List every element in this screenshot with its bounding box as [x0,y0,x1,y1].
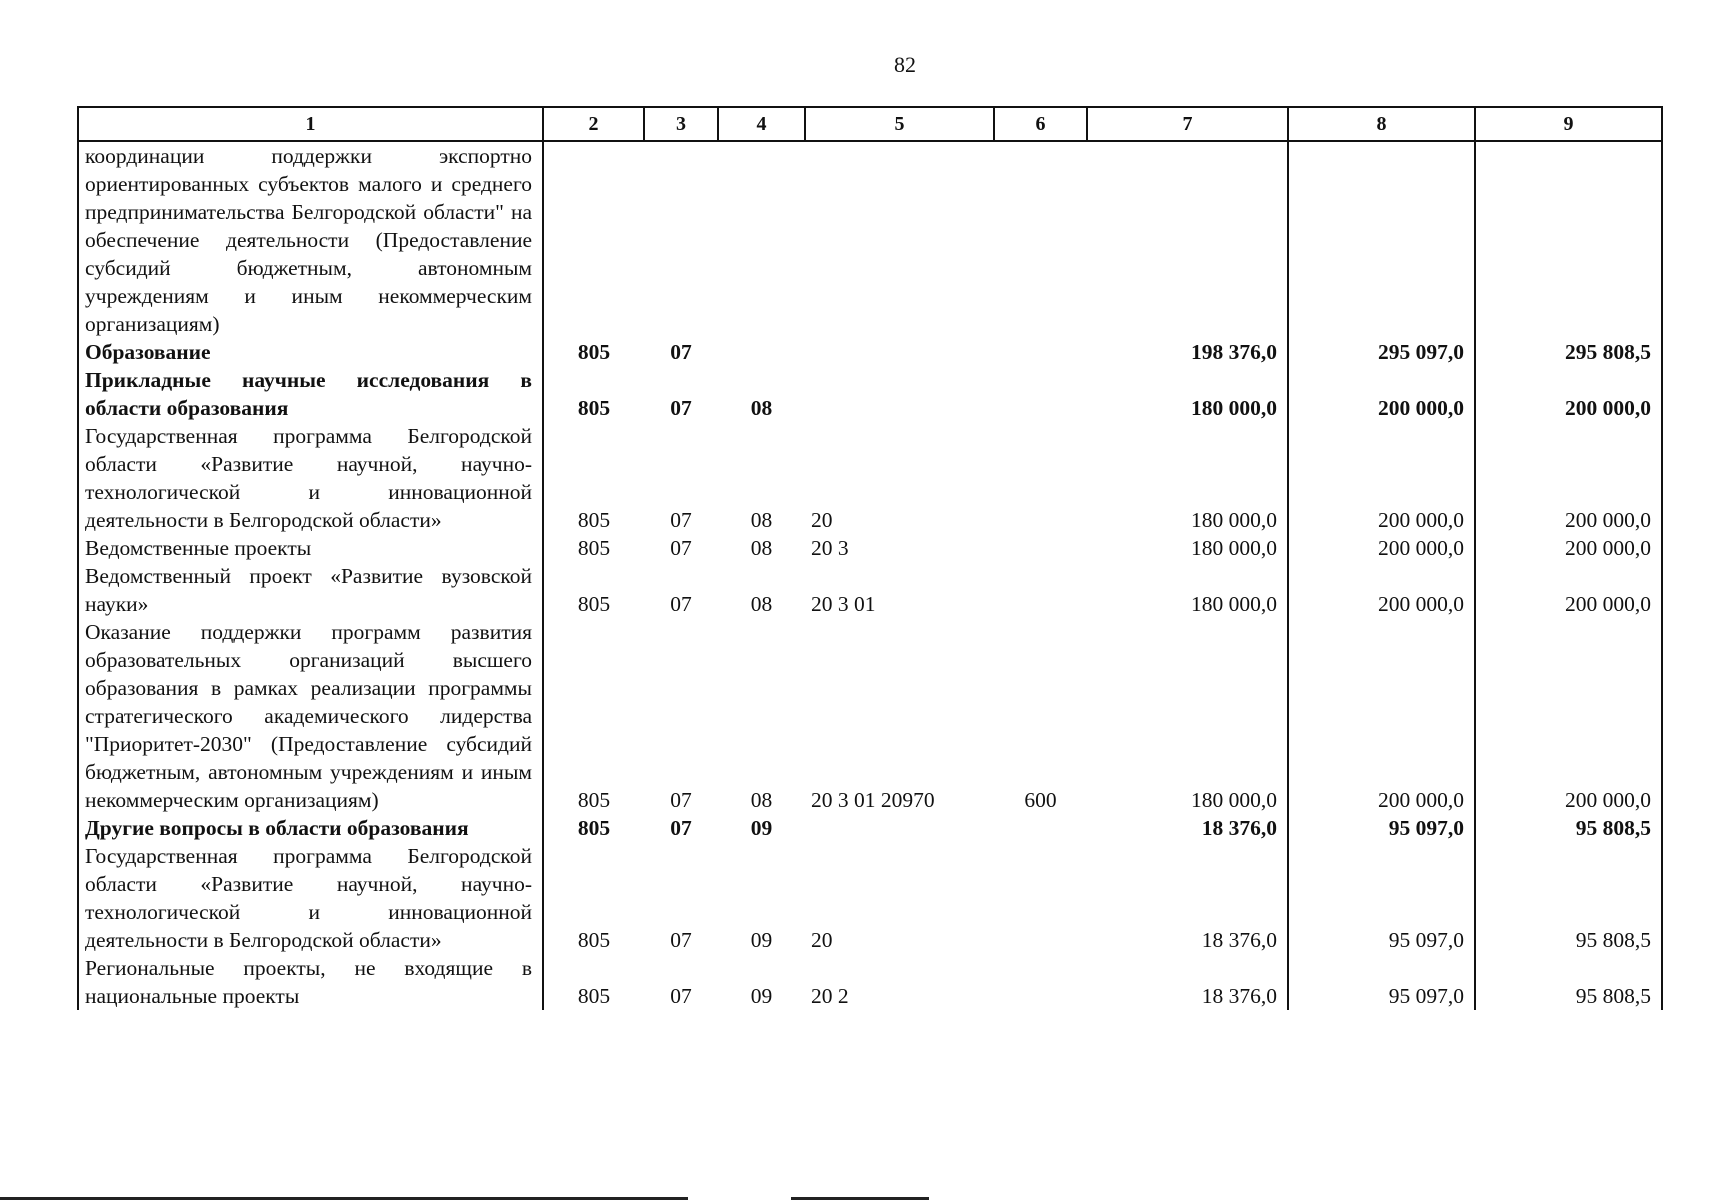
subsection-code: 08 [750,396,773,420]
table-row [78,141,1662,338]
section-code: 07 [670,508,692,532]
target-article-code: 20 2 [811,984,849,1008]
target-article-code: 20 [811,508,833,532]
table-row [78,618,1662,814]
amount-col-8 [1288,141,1475,338]
section-code: 07 [670,536,692,560]
amount-col-9: 295 808,5 [1475,338,1662,366]
column-header: 6 [994,107,1087,141]
budget-table [77,106,1663,1010]
column-header: 9 [1475,107,1662,141]
admin-code: 805 [577,396,611,420]
column-header: 2 [543,107,644,141]
column-header: 4 [718,107,805,141]
amount-col-7 [1087,141,1288,338]
amount-col-8: 200 000,0 [1288,618,1475,814]
admin-code: 805 [577,508,611,532]
column-header: 1 [78,107,543,141]
amount-col-8: 95 097,0 [1288,814,1475,842]
page-number: 82 [894,52,916,77]
admin-code: 805 [577,816,611,840]
admin-code: 805 [577,984,611,1008]
amount-col-7: 180 000,0 [1087,534,1288,562]
subsection-code: 08 [750,508,773,532]
expense-type-code [994,954,1087,1010]
table-row [78,366,1662,422]
section-code: 07 [670,788,692,812]
section-code [644,141,718,338]
section-code: 07 [670,592,692,616]
table-row [78,534,1662,562]
expense-type-code [994,141,1087,338]
section-code: 07 [670,816,692,840]
amount-col-7: 180 000,0 [1087,366,1288,422]
section-code: 07 [670,340,692,364]
amount-col-8: 295 097,0 [1288,338,1475,366]
subsection-code: 08 [750,592,773,616]
table-row [78,954,1662,1010]
row-name: координации поддержки экспортно ориентированных субъектов малого и среднего предпринимательства Белгородской области" на обеспечение деятельности (Предоставление субсидий бюджетным, автономным учреждениям и иным некоммерческим организациям) [78,141,543,338]
row-name: Ведомственный проект «Развитие вузовской науки» [78,562,543,618]
amount-col-7: 18 376,0 [1087,814,1288,842]
amount-col-7: 180 000,0 [1087,618,1288,814]
expense-type-code [994,338,1087,366]
table-row [78,338,1662,366]
admin-code [543,141,644,338]
section-code: 07 [670,396,692,420]
column-header: 5 [805,107,994,141]
row-name: Государственная программа Белгородской области «Развитие научной, научно-технологической и инновационной деятельности в Белгородской области» [78,842,543,954]
target-article-code: 20 3 01 20970 [811,788,935,812]
column-header: 8 [1288,107,1475,141]
target-article-code: 20 3 [811,536,849,560]
amount-col-9: 95 808,5 [1475,814,1662,842]
amount-col-7: 18 376,0 [1087,842,1288,954]
admin-code: 805 [577,536,611,560]
target-article-code [805,141,994,338]
target-article-code [805,366,994,422]
row-name: Образование [78,338,543,366]
table-row [78,562,1662,618]
amount-col-9: 95 808,5 [1475,842,1662,954]
column-header: 3 [644,107,718,141]
header-row [78,107,1662,141]
amount-col-9: 200 000,0 [1475,366,1662,422]
amount-col-9: 200 000,0 [1475,422,1662,534]
section-code: 07 [670,928,692,952]
subsection-code: 09 [750,984,773,1008]
amount-col-7: 198 376,0 [1087,338,1288,366]
subsection-code: 08 [750,788,773,812]
row-name: Государственная программа Белгородской области «Развитие научной, научно-технологической и инновационной деятельности в Белгородской области» [78,422,543,534]
subsection-code: 09 [750,928,773,952]
table-row [78,422,1662,534]
expense-type-code [994,422,1087,534]
amount-col-8: 200 000,0 [1288,562,1475,618]
table-row [78,842,1662,954]
table-row [78,814,1662,842]
row-name: Ведомственные проекты [78,534,543,562]
amount-col-8: 200 000,0 [1288,422,1475,534]
row-name: Региональные проекты, не входящие в национальные проекты [78,954,543,1010]
amount-col-8: 95 097,0 [1288,954,1475,1010]
amount-col-7: 18 376,0 [1087,954,1288,1010]
target-article-code [805,814,994,842]
admin-code: 805 [577,928,611,952]
column-header: 7 [1087,107,1288,141]
subsection-code: 09 [750,816,773,840]
admin-code: 805 [577,340,611,364]
subsection-code [718,141,805,338]
expense-type-code [994,814,1087,842]
row-name: Другие вопросы в области образования [78,814,543,842]
admin-code: 805 [577,788,611,812]
amount-col-7: 180 000,0 [1087,422,1288,534]
amount-col-9: 95 808,5 [1475,954,1662,1010]
amount-col-9: 200 000,0 [1475,562,1662,618]
amount-col-9: 200 000,0 [1475,618,1662,814]
expense-type-code [994,562,1087,618]
amount-col-9: 200 000,0 [1475,534,1662,562]
admin-code: 805 [577,592,611,616]
target-article-code: 20 [811,928,833,952]
table-body [78,141,1662,1010]
expense-type-code [994,842,1087,954]
amount-col-8: 200 000,0 [1288,534,1475,562]
amount-col-7: 180 000,0 [1087,562,1288,618]
amount-col-8: 95 097,0 [1288,842,1475,954]
section-code: 07 [670,984,692,1008]
expense-type-code: 600 [1024,788,1057,812]
subsection-code: 08 [750,536,773,560]
amount-col-8: 200 000,0 [1288,366,1475,422]
row-name: Оказание поддержки программ развития образовательных организаций высшего образования в рамках реализации программы стратегического академического лидерства "Приоритет-2030" (Предоставление субсидий бюджетным, автономным учреждениям и иным некоммерческим организациям) [78,618,543,814]
expense-type-code [994,366,1087,422]
target-article-code: 20 3 01 [811,592,876,616]
row-name: Прикладные научные исследования в области образования [78,366,543,422]
subsection-code [718,338,805,366]
expense-type-code [994,534,1087,562]
amount-col-9 [1475,141,1662,338]
target-article-code [805,338,994,366]
